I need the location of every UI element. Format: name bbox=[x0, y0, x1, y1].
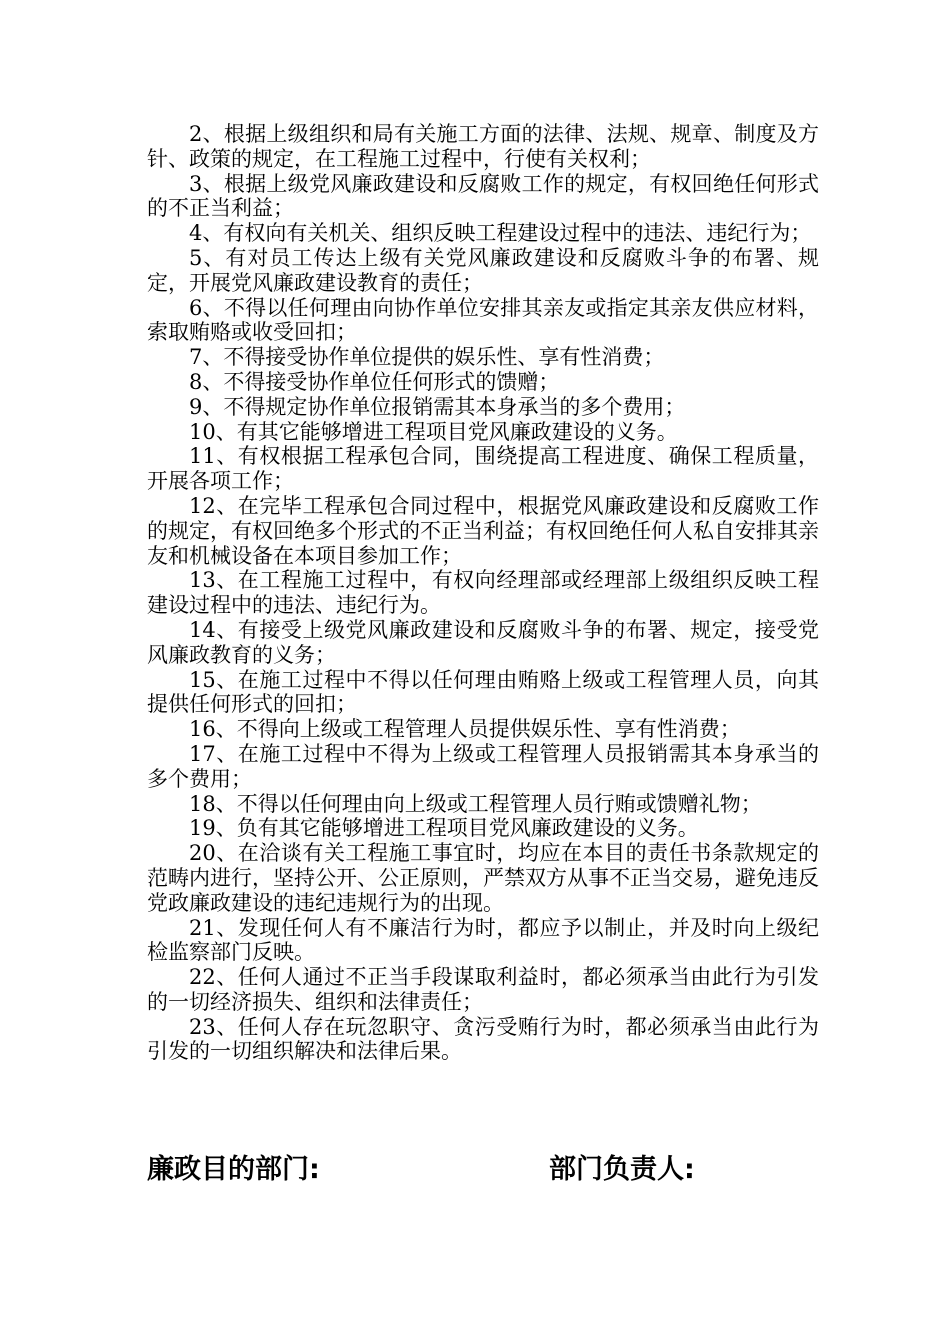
clause-2: 2、根据上级组织和局有关施工方面的法律、法规、规章、制度及方针、政策的规定，在工程施工过程中，行使有关权利； bbox=[147, 122, 819, 171]
department-label: 廉政目的部门: bbox=[147, 1154, 320, 1185]
clause-8: 8、不得接受协作单位任何形式的馈赠； bbox=[189, 369, 560, 394]
clause-9: 9、不得规定协作单位报销需其本身承当的多个费用； bbox=[189, 394, 686, 419]
clause-10: 10、有其它能够增进工程项目党风廉政建设的义务。 bbox=[189, 419, 678, 444]
responsible-person-label: 部门负责人: bbox=[549, 1154, 695, 1185]
document-body bbox=[147, 122, 819, 1064]
clause-5: 5、有对员工传达上级有关党风廉政建设和反腐败斗争的布署、规定，开展党风廉政建设教育的责任； bbox=[147, 245, 819, 295]
clause-16: 16、不得向上级或工程管理人员提供娱乐性、享有性消费； bbox=[189, 717, 741, 742]
clause-20: 20、在洽谈有关工程施工事宜时，均应在本目的责任书条款规定的范畴内进行，坚持公开、公正原则，严禁双方从事不正当交易，避免违反党政廉政建设的违纪违规行为的出现。 bbox=[147, 841, 819, 915]
clause-19: 19、负有其它能够增进工程项目党风廉政建设的义务。 bbox=[189, 816, 699, 841]
clause-11: 11、有权根据工程承包合同，围绕提高工程进度、确保工程质量，开展各项工作； bbox=[147, 444, 819, 494]
clause-7: 7、不得接受协作单位提供的娱乐性、享有性消费； bbox=[189, 345, 665, 370]
clause-6: 6、不得以任何理由向协作单位安排其亲友或指定其亲友供应材料，索取贿赂或收受回扣； bbox=[147, 295, 819, 345]
clause-22: 22、任何人通过不正当手段谋取利益时，都必须承当由此行为引发的一切经济损失、组织和法律责任； bbox=[147, 965, 819, 1014]
clause-4: 4、有权向有关机关、组织反映工程建设过程中的违法、违纪行为； bbox=[189, 221, 812, 246]
clause-23: 23、任何人存在玩忽职守、贪污受贿行为时，都必须承当由此行为引发的一切组织解决和法律后果。 bbox=[147, 1014, 819, 1064]
clause-15: 15、在施工过程中不得以任何理由贿赂上级或工程管理人员，向其提供任何形式的回扣； bbox=[147, 667, 819, 717]
clause-12: 12、在完毕工程承包合同过程中，根据党风廉政建设和反腐败工作的规定，有权回绝多个形式的不正当利益；有权回绝任何人私自安排其亲友和机械设备在本项目参加工作； bbox=[147, 493, 819, 568]
clause-17: 17、在施工过程中不得为上级或工程管理人员报销需其本身承当的多个费用； bbox=[147, 741, 819, 791]
clause-13: 13、在工程施工过程中，有权向经理部或经理部上级组织反映工程建设过程中的违法、违纪行为。 bbox=[147, 568, 819, 618]
clause-3: 3、根据上级党风廉政建设和反腐败工作的规定，有权回绝任何形式的不正当利益； bbox=[147, 171, 819, 221]
signature-row bbox=[147, 1150, 819, 1190]
clause-14: 14、有接受上级党风廉政建设和反腐败斗争的布署、规定，接受党风廉政教育的义务； bbox=[147, 617, 819, 667]
clause-21: 21、发现任何人有不廉洁行为时，都应予以制止，并及时向上级纪检监察部门反映。 bbox=[147, 915, 819, 965]
clause-18: 18、不得以任何理由向上级或工程管理人员行贿或馈赠礼物； bbox=[189, 791, 762, 816]
